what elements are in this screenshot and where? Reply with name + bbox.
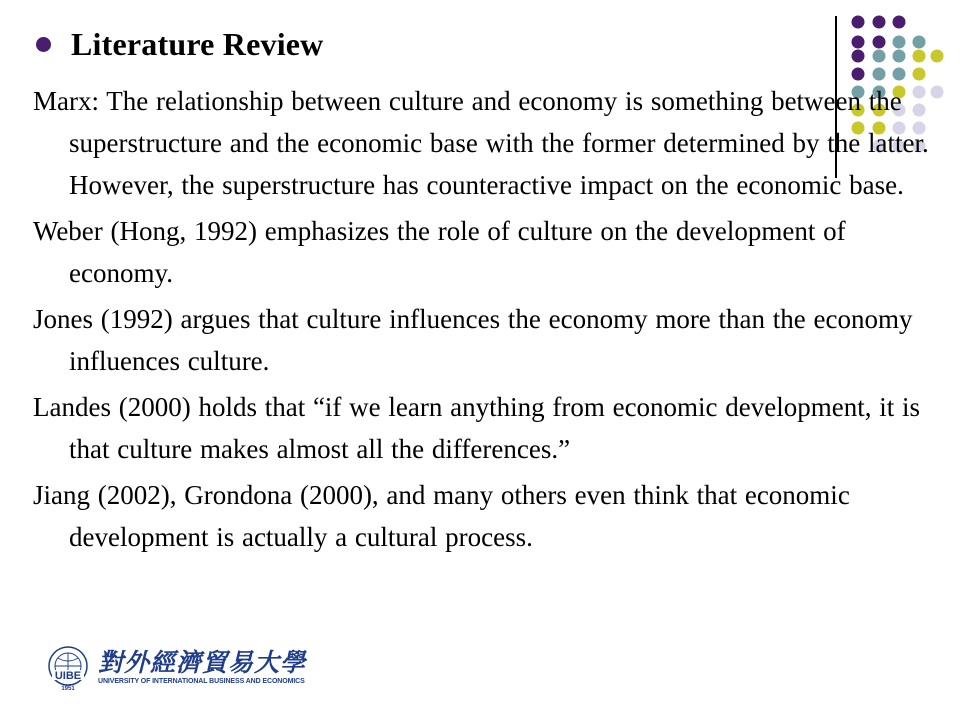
paragraph-weber: Weber (Hong, 1992) emphasizes the role of culture on the development of economy. (33, 216, 846, 288)
bullet-icon (36, 37, 51, 52)
logo-english-name: UNIVERSITY OF INTERNATIONAL BUSINESS AND ECONOMICS (98, 678, 305, 685)
slide-title: Literature Review (71, 26, 324, 62)
title-row (36, 26, 324, 63)
paragraph-marx: Marx: The relationship between culture and economy is something between the superstructure and the economic base with the former determined by the latter. However, the superstructure has counteractive impact on the economic base. (33, 86, 929, 200)
slide-body (33, 80, 953, 562)
logo-text (98, 649, 306, 687)
logo-chinese-name: 對外經濟貿易大學 (98, 648, 307, 677)
paragraph-landes: Landes (2000) holds that “if we learn anything from economic development, it is that culture makes almost all the differences.” (33, 392, 921, 464)
svg-text:1951: 1951 (61, 686, 75, 692)
paragraph-jiang: Jiang (2002), Grondona (2000), and many others even think that economic development is actually a cultural process. (33, 480, 850, 552)
university-logo (42, 644, 306, 692)
university-emblem-icon (42, 644, 94, 692)
paragraph-jones: Jones (1992) argues that culture influences the economy more than the economy influences culture. (33, 304, 913, 376)
svg-text:UIBE: UIBE (54, 670, 82, 682)
